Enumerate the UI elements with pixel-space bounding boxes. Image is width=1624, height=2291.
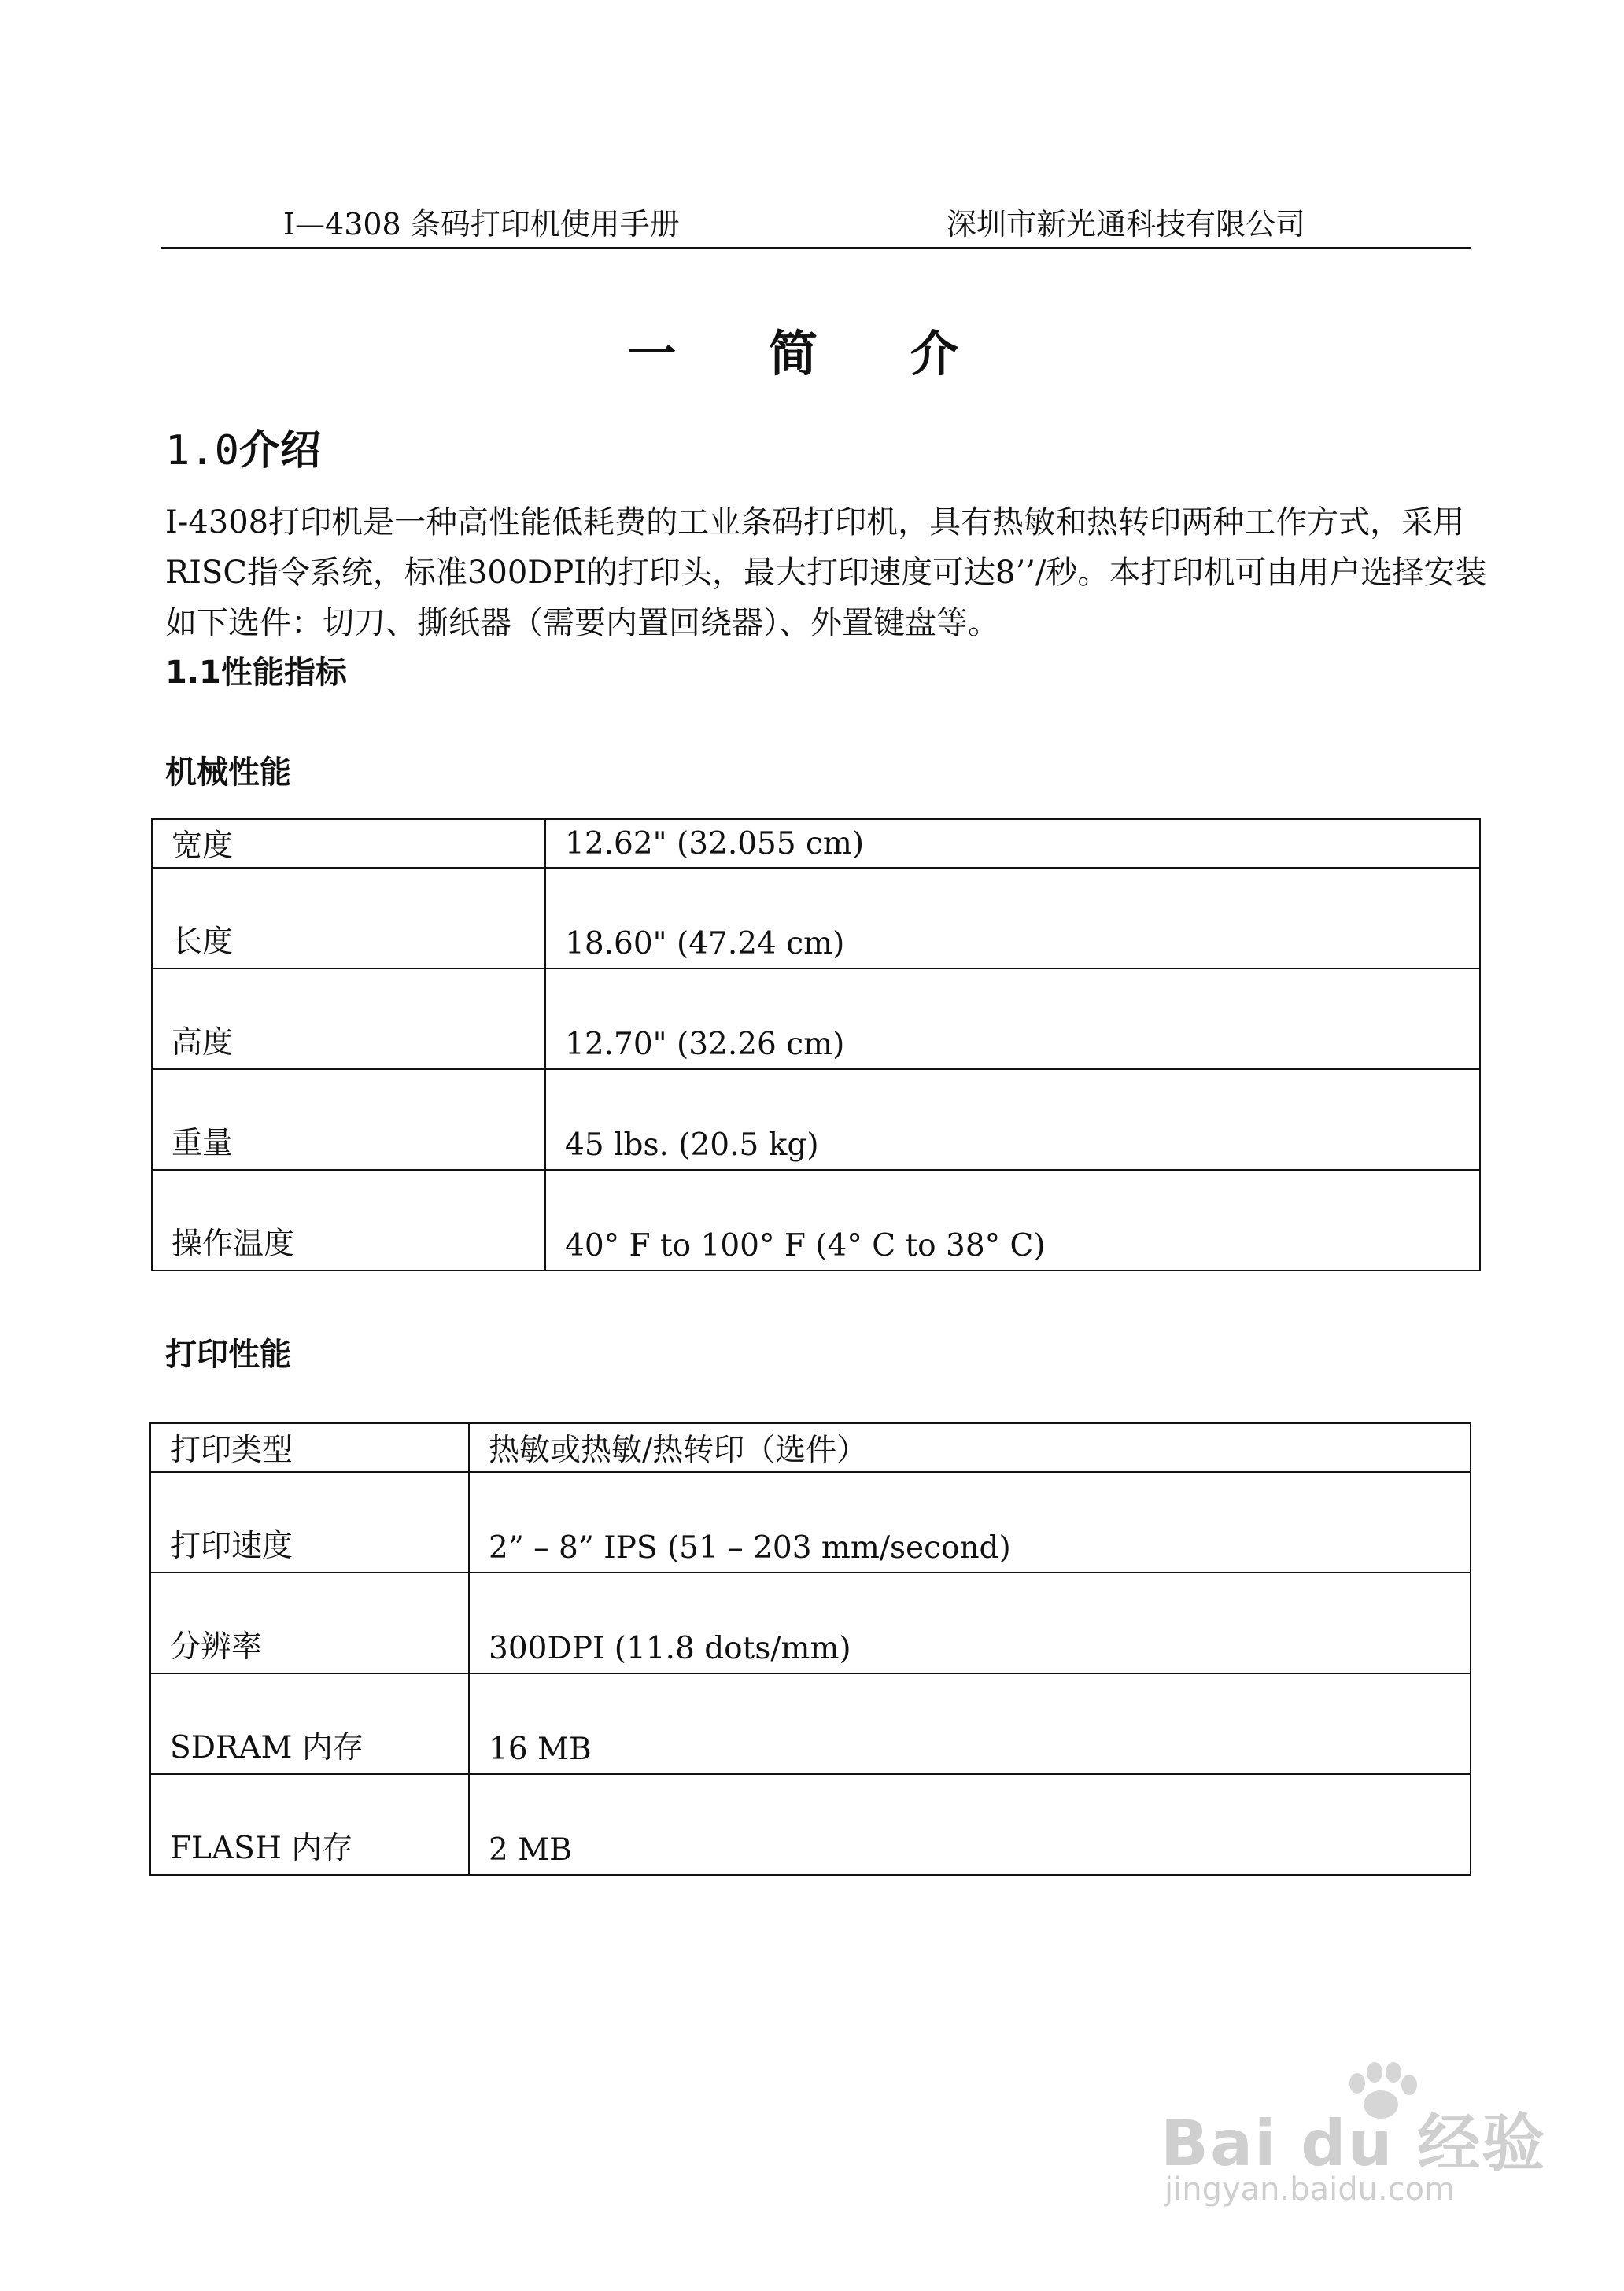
spec-value: 18.60" (47.24 cm) [545,868,1480,968]
spec-label: 分辨率 [150,1573,469,1673]
section-title-text: 介绍 [238,427,321,474]
table-row [150,1774,1471,1875]
mechanical-heading: 机械性能 [165,754,291,791]
page-header [161,194,1471,249]
spec-value: 16 MB [469,1673,1471,1774]
spec-value: 45 lbs. (20.5 kg) [545,1069,1480,1170]
watermark-url: jingyan.baidu.com [1164,2171,1456,2208]
intro-paragraph: I-4308打印机是一种高性能低耗费的工业条码打印机，具有热敏和热转印两种工作方式，采用RISC指令系统，标准300DPI的打印头，最大打印速度可达8’’/秒。本打印机可由用户选择安装如下选件：切刀、撕纸器（需要内置回绕器）、外置键盘等。 [165,504,1487,641]
watermark-logo: Bai du 经验 [1161,2107,1547,2180]
table-row [150,1472,1471,1573]
spec-label: 打印速度 [150,1472,469,1573]
chapter-title: 一 简 介 [627,325,997,382]
section-title [165,417,321,476]
table-row [150,1573,1471,1673]
spec-label: 长度 [152,868,545,968]
spec-value: 12.62" (32.055 cm) [545,819,1480,868]
table-row [150,1673,1471,1774]
spec-label: 宽度 [152,819,545,868]
header-company-name: 深圳市新光通科技有限公司 [947,207,1306,242]
table-row [152,968,1480,1069]
section-number: 1.0 [165,427,239,474]
spec-value: 40° F to 100° F (4° C to 38° C) [545,1170,1480,1271]
printing-spec-table [149,1422,1471,1876]
spec-value: 12.70" (32.26 cm) [545,968,1480,1069]
printing-heading: 打印性能 [165,1337,291,1373]
table-row [152,1069,1480,1170]
spec-label: 高度 [152,968,545,1069]
spec-value: 热敏或热敏/热转印（选件） [469,1423,1471,1472]
spec-label: 操作温度 [152,1170,545,1271]
table-row [152,819,1480,868]
spec-label: FLASH 内存 [150,1774,469,1875]
header-manual-title: I—4308 条码打印机使用手册 [283,207,680,242]
spec-label: 打印类型 [150,1423,469,1472]
mechanical-spec-table [151,818,1481,1271]
spec-value: 300DPI (11.8 dots/mm) [469,1573,1471,1673]
spec-value: 2 MB [469,1774,1471,1875]
baidu-watermark [1161,2061,1570,2219]
spec-label: SDRAM 内存 [150,1673,469,1774]
table-row [150,1423,1471,1472]
table-row [152,868,1480,968]
spec-label: 重量 [152,1069,545,1170]
table-row [152,1170,1480,1271]
subsection-title: 1.1性能指标 [165,655,347,691]
spec-value: 2” – 8” IPS (51 – 203 mm/second) [469,1472,1471,1573]
